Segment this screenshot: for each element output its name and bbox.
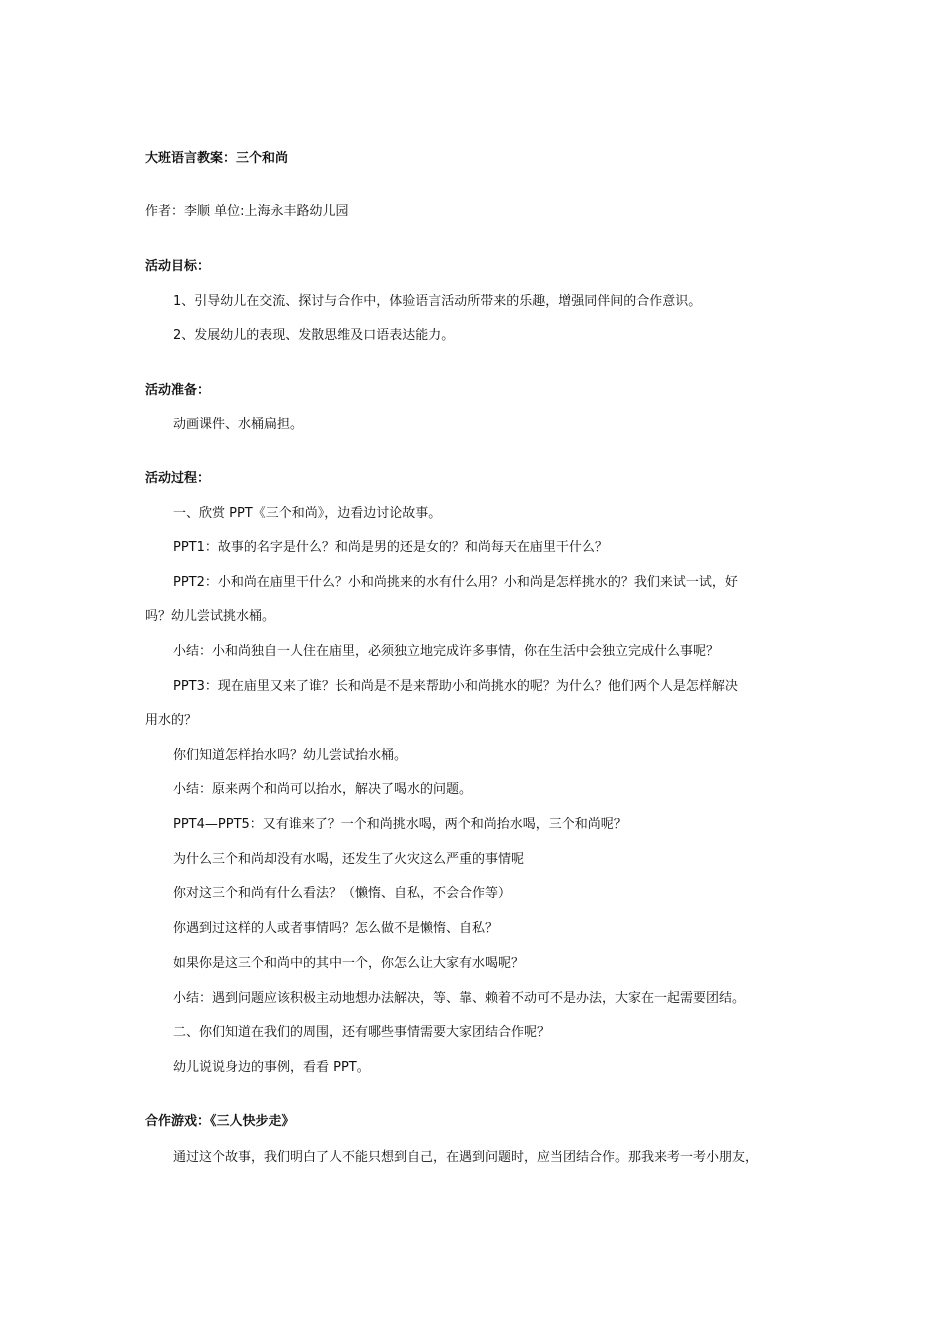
game-heading: 合作游戏：《三人快步走》 — [145, 1114, 295, 1129]
goal-item: 1、引导幼儿在交流、探讨与合作中，体验语言活动所带来的乐趣，增强同伴间的合作意识。 — [173, 294, 702, 309]
process-line: PPT4—PPT5：又有谁来了？一个和尚挑水喝，两个和尚抬水喝，三个和尚呢？ — [173, 817, 627, 832]
process-line: 幼儿说说身边的事例，看看 PPT。 — [173, 1060, 370, 1075]
process-line: 你对这三个和尚有什么看法？（懒惰、自私，不会合作等） — [173, 886, 512, 901]
process-line: 小结：小和尚独自一人住在庙里，必须独立地完成许多事情，你在生活中会独立完成什么事呢？ — [173, 644, 720, 659]
author-line: 作者：李顺 单位:上海永丰路幼儿园 — [145, 204, 349, 219]
process-line: PPT3：现在庙里又来了谁？长和尚是不是来帮助小和尚挑水的呢？为什么？他们两个人是怎样解决 — [173, 679, 738, 694]
process-line: PPT1：故事的名字是什么？和尚是男的还是女的？和尚每天在庙里干什么？ — [173, 540, 608, 555]
document-title: 大班语言教案：三个和尚 — [145, 151, 289, 166]
process-line: 小结：原来两个和尚可以抬水，解决了喝水的问题。 — [173, 782, 473, 797]
preparation-text: 动画课件、水桶扁担。 — [173, 417, 304, 432]
process-line: 吗？幼儿尝试挑水桶。 — [145, 609, 276, 624]
process-line: 如果你是这三个和尚中的其中一个，你怎么让大家有水喝呢？ — [173, 956, 525, 971]
process-line: 用水的？ — [145, 713, 198, 728]
goal-item: 2、发展幼儿的表现、发散思维及口语表达能力。 — [173, 328, 455, 343]
process-line: PPT2：小和尚在庙里干什么？小和尚挑来的水有什么用？小和尚是怎样挑水的？我们来试一试，好 — [173, 575, 738, 590]
process-line: 为什么三个和尚却没有水喝，还发生了火灾这么严重的事情呢 — [173, 852, 525, 867]
process-line: 二、你们知道在我们的周围，还有哪些事情需要大家团结合作呢？ — [173, 1025, 551, 1040]
process-heading: 活动过程： — [145, 471, 211, 486]
goals-heading: 活动目标： — [145, 259, 211, 274]
preparation-heading: 活动准备： — [145, 383, 211, 398]
process-line: 你遇到过这样的人或者事情吗？怎么做不是懒惰、自私？ — [173, 921, 499, 936]
process-line: 小结：遇到问题应该积极主动地想办法解决，等、靠、赖着不动可不是办法，大家在一起需要团结。 — [173, 991, 746, 1006]
process-line: 你们知道怎样抬水吗？幼儿尝试抬水桶。 — [173, 748, 408, 763]
process-line: 一、欣赏 PPT《三个和尚》，边看边讨论故事。 — [173, 506, 442, 521]
game-text: 通过这个故事，我们明白了人不能只想到自己，在遇到问题时，应当团结合作。那我来考一考小朋友， — [173, 1150, 759, 1165]
